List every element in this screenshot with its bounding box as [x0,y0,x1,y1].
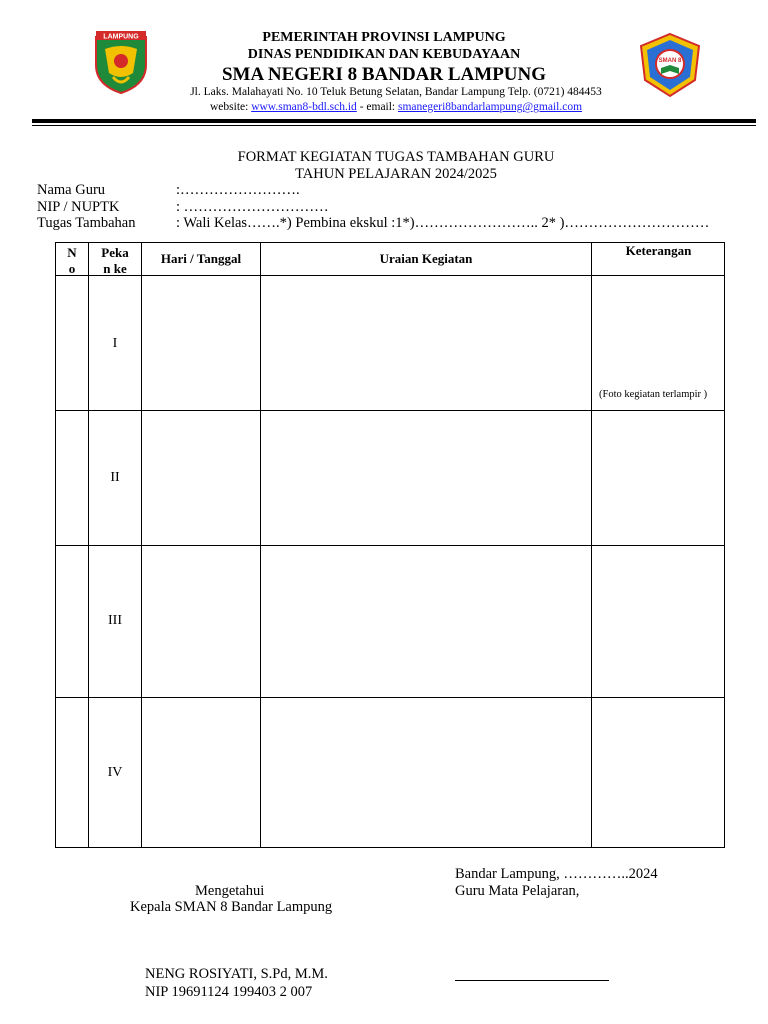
header-week-line2: n ke [103,261,127,276]
additional-task-value: : Wali Kelas…….*) Pembina ekskul :1*)…………………….. 2* )………………………… [176,215,710,231]
website-link[interactable]: www.sman8-bdl.sch.id [251,101,357,113]
header-no [56,245,88,277]
week-label: III [108,613,122,628]
email-link[interactable]: smanegeri8bandarlampung@gmail.com [398,101,583,113]
letterhead-divider-thick [32,119,756,123]
school-logo-text: SMAN 8 [658,58,682,64]
header-activity: Uraian Kegiatan [379,251,473,266]
principal-role: Kepala SMAN 8 Bandar Lampung [130,899,333,915]
header-school-name: SMA NEGERI 8 BANDAR LAMPUNG [221,64,547,85]
nip-label: NIP / NUPTK [37,199,120,215]
header-no-line2: o [68,261,76,276]
header-department: DINAS PENDIDIKAN DAN KEBUDAYAAN [247,47,521,62]
teacher-name-value: :……………………. [176,182,300,198]
nip-value: : ………………………… [176,199,329,215]
email-label: - email: [356,101,399,113]
header-week [89,245,141,277]
website-label: website: [209,101,252,113]
photo-note: (Foto kegiatan terlampir ) [599,389,708,400]
letterhead-divider-thin [32,125,756,126]
header-remarks: Keterangan [625,243,692,258]
header-government: PEMERINTAH PROVINSI LAMPUNG [262,30,506,45]
header-date: Hari / Tanggal [160,251,242,266]
header-no-line1: N [67,245,77,260]
place-date: Bandar Lampung, …………..2024 [455,866,658,882]
header-address: Jl. Laks. Malahayati No. 10 Teluk Betung Selatan, Bandar Lampung Telp. (0721) 484453 [190,86,602,98]
week-label: I [112,336,118,351]
table-row-divider [56,410,724,411]
week-label: IV [107,765,123,780]
additional-task-label: Tugas Tambahan [37,215,136,231]
activity-table [55,242,725,848]
teacher-role: Guru Mata Pelajaran, [455,883,580,899]
teacher-signature-line [455,980,609,981]
form-title: FORMAT KEGIATAN TUGAS TAMBAHAN GURU [237,149,555,165]
table-row-divider [56,275,724,276]
approval-label: Mengetahui [195,883,265,899]
lampung-logo-text: LAMPUNG [103,33,139,41]
teacher-name-label: Nama Guru [37,182,106,198]
header-contact [0,101,768,113]
table-row-divider [56,545,724,546]
week-label: II [110,470,120,485]
table-row-divider [56,697,724,698]
principal-name: NENG ROSIYATI, S.Pd, M.M. [145,966,328,982]
form-year: TAHUN PELAJARAN 2024/2025 [295,166,497,182]
header-week-line1: Peka [101,245,129,260]
principal-nip: NIP 19691124 199403 2 007 [145,984,313,1000]
